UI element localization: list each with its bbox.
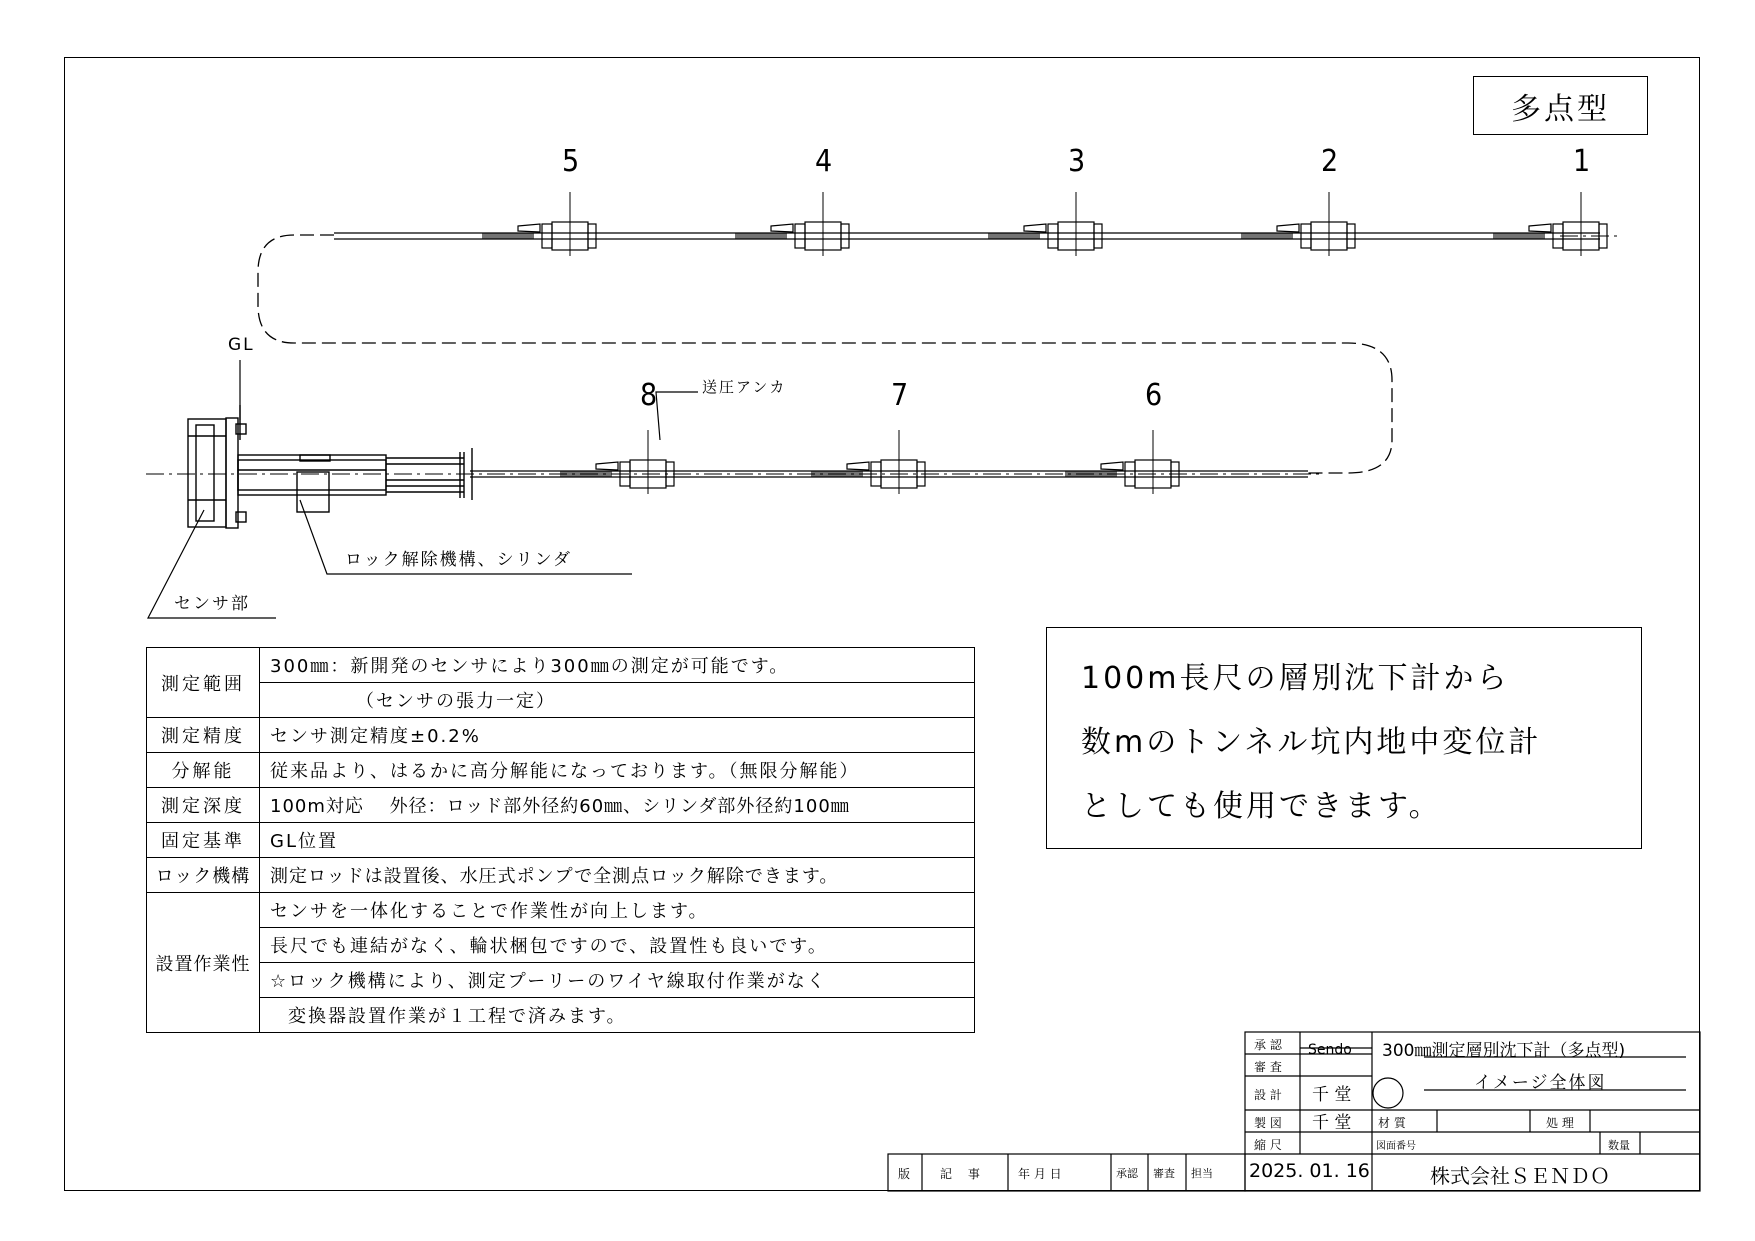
tb-approve-name: Sendo [1308,1042,1352,1058]
sensor-body [188,405,472,528]
tb-approve: 承 認 [1254,1038,1282,1052]
anchor-unit [482,192,596,256]
tb-material: 材 質 [1378,1116,1406,1130]
note-line-2: 数mのトンネル坑内地中変位計 [1081,725,1542,760]
spec-range-2: （センサの張力一定） [260,683,975,718]
tb-ymd: 年 月 日 [1018,1167,1062,1181]
anchor-unit [560,430,674,494]
tb-date: 2025. 01. 16 [1249,1160,1370,1182]
leader-lines [148,360,698,618]
point-label-1: 1 [1573,144,1591,179]
spec-key-accuracy: 測定精度 [147,718,260,753]
anchor-unit [1065,430,1179,494]
anchor-unit [735,192,849,256]
usage-note [1046,627,1642,849]
tb-h-charge: 担当 [1191,1167,1213,1180]
note-line-1: 100m長尺の層別沈下計から [1081,661,1510,696]
spec-table [146,647,975,1033]
tb-subtitle: イメージ全体図 [1474,1073,1607,1093]
type-badge: 多点型 [1473,76,1648,135]
spec-install-4: 変換器設置作業が１工程で済みます。 [260,998,975,1033]
spec-key-resolution: 分解能 [147,753,260,788]
tb-drawing-no: 図面番号 [1376,1141,1416,1152]
spec-range-1: 300㎜：新開発のセンサにより300㎜の測定が可能です。 [260,648,975,683]
point-label-6: 6 [1145,378,1163,413]
spec-key-install: 設置作業性 [147,893,260,1033]
spec-key-reference: 固定基準 [147,823,260,858]
tb-rev: 版 [898,1167,911,1181]
anchor-unit [1241,192,1355,256]
gl-label: GL [228,335,255,355]
spec-install-2: 長尺でも連結がなく、輪状梱包ですので、設置性も良いです。 [260,928,975,963]
tb-item: 記 事 [940,1167,980,1181]
tb-h-review: 審査 [1153,1167,1175,1180]
spec-lock: 測定ロッドは設置後、水圧式ポンプで全測点ロック解除できます。 [260,858,975,893]
spec-reference: GL位置 [260,823,975,858]
anchor-unit [1493,192,1607,256]
point-label-3: 3 [1068,144,1086,179]
tb-drawing: 製 図 [1254,1116,1282,1130]
point-label-8: 8 [640,378,658,413]
tb-scale: 縮 尺 [1254,1138,1282,1152]
spec-install-1: センサを一体化することで作業性が向上します。 [260,893,975,928]
tb-h-approve: 承認 [1116,1167,1138,1180]
spec-accuracy: センサ測定精度±0.2% [260,718,975,753]
spec-resolution: 従来品より、はるかに高分解能になっております。（無限分解能） [260,753,975,788]
lock-release-label: ロック解除機構、シリンダ [345,550,572,570]
tb-qty: 数量 [1608,1139,1630,1152]
cable-path [258,235,1392,473]
spec-depth: 100m対応 外径：ロッド部外径約60㎜、シリンダ部外径約100㎜ [260,788,975,823]
point-label-4: 4 [815,144,833,179]
note-line-3: としても使用できます。 [1081,789,1442,824]
tb-review: 審 査 [1254,1060,1282,1074]
tb-process: 処 理 [1546,1116,1574,1130]
spec-install-3: ☆ロック機構により、測定プーリーのワイヤ線取付作業がなく [260,963,975,998]
spec-key-lock: ロック機構 [147,858,260,893]
anchor-unit [811,430,925,494]
tb-title: 300㎜測定層別沈下計（多点型) [1382,1041,1626,1061]
point-label-5: 5 [562,144,580,179]
tb-design-name: 千 堂 [1312,1085,1352,1105]
anchor-label: 送圧アンカ [702,378,787,396]
tb-design: 設 計 [1254,1088,1282,1102]
tb-company: 株式会社ＳＥＮＤＯ [1430,1164,1610,1188]
sensor-label: センサ部 [174,594,250,614]
rod-lines [334,233,1600,477]
spec-key-range: 測定範囲 [147,648,260,718]
point-label-2: 2 [1321,144,1339,179]
spec-key-depth: 測定深度 [147,788,260,823]
point-label-7: 7 [891,378,909,413]
tb-drawing-name: 千 堂 [1312,1113,1352,1133]
anchor-unit [988,192,1102,256]
